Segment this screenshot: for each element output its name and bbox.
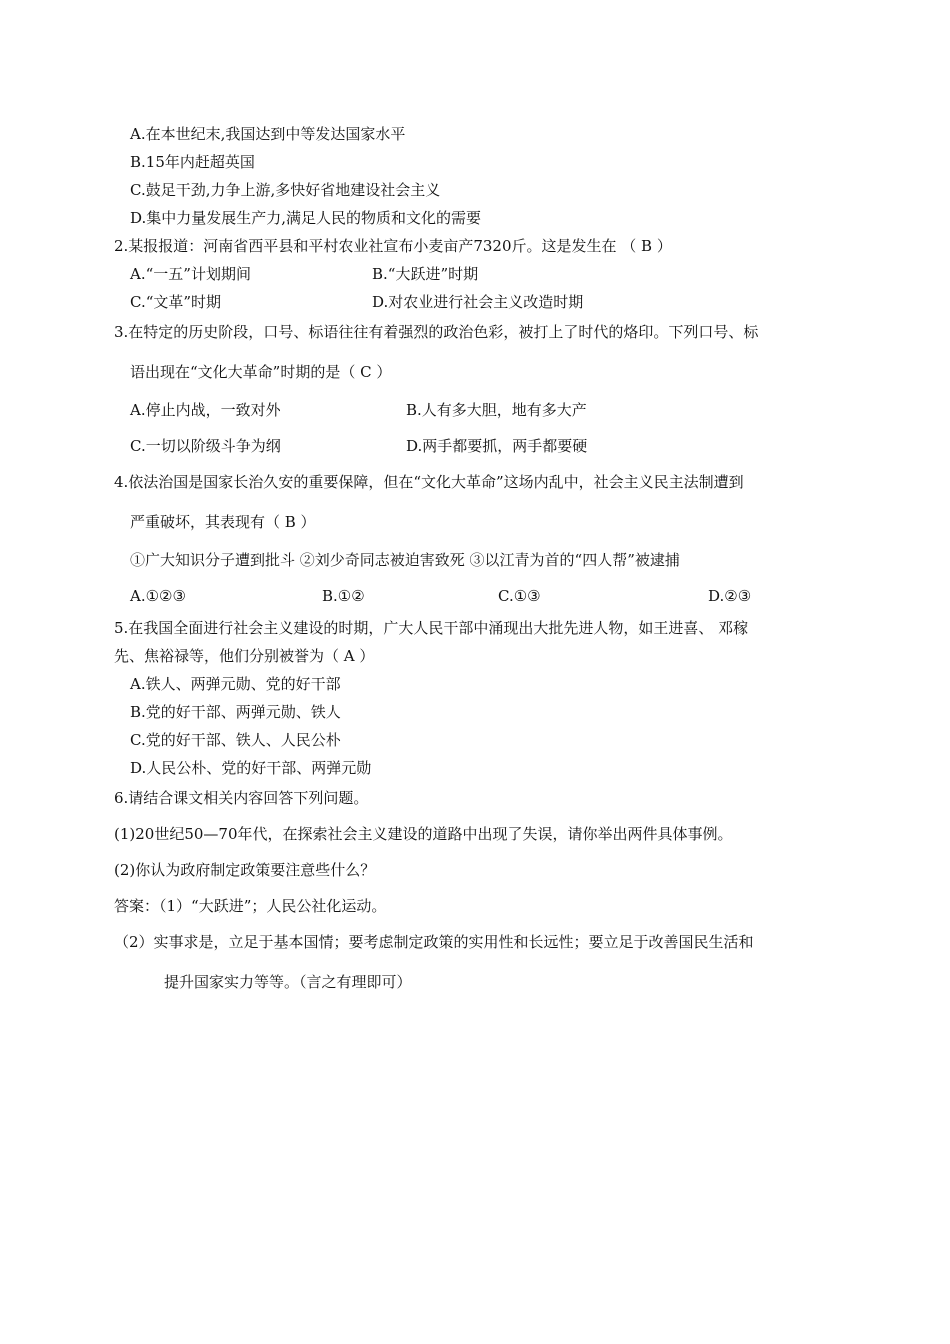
q4-items: ①广大知识分子遭到批斗 ②刘少奇同志被迫害致死 ③以江青为首的“四人帮”被逮捕 bbox=[130, 551, 680, 569]
q4-stem-line2: 严重破坏，其表现有（ B ） bbox=[130, 513, 316, 531]
q3-option-c: C.一切以阶级斗争为纲 bbox=[130, 437, 281, 455]
q5-option-a: A.铁人、两弹元勋、党的好干部 bbox=[130, 675, 341, 693]
q2-stem: 2.某报报道：河南省西平县和平村农业社宣布小麦亩产7320斤。这是发生在 （ B ） bbox=[114, 237, 672, 255]
q1-option-d: D.集中力量发展生产力,满足人民的物质和文化的需要 bbox=[130, 209, 482, 227]
q4-option-c: C.①③ bbox=[498, 587, 541, 605]
q3-stem-line2: 语出现在“文化大革命”时期的是（ C ） bbox=[130, 363, 392, 381]
q4-option-a: A.①②③ bbox=[130, 587, 186, 605]
q5-stem-line2: 先、焦裕禄等，他们分别被誉为（ A ） bbox=[114, 647, 375, 665]
q1-option-c: C.鼓足干劲,力争上游,多快好省地建设社会主义 bbox=[130, 181, 441, 199]
q1-option-a: A.在本世纪末,我国达到中等发达国家水平 bbox=[130, 125, 406, 143]
q3-option-b: B.人有多大胆，地有多大产 bbox=[406, 401, 587, 419]
q5-option-d: D.人民公朴、党的好干部、两弹元勋 bbox=[130, 759, 372, 777]
q3-option-a: A.停止内战，一致对外 bbox=[130, 401, 281, 419]
q3-option-d: D.两手都要抓，两手都要硬 bbox=[406, 437, 588, 455]
q5-stem-line1: 5.在我国全面进行社会主义建设的时期，广大人民干部中涌现出大批先进人物，如王进喜、 邓稼 bbox=[114, 619, 749, 637]
q4-stem-line1: 4.依法治国是国家长治久安的重要保障，但在“文化大革命”这场内乱中，社会主义民主法制遭到 bbox=[114, 473, 744, 491]
q6-sub1: (1)20世纪50—70年代，在探索社会主义建设的道路中出现了失误，请你举出两件具体事例。 bbox=[114, 825, 733, 843]
q2-option-c: C.“文革”时期 bbox=[130, 293, 222, 311]
q5-option-c: C.党的好干部、铁人、人民公朴 bbox=[130, 731, 341, 749]
q5-option-b: B.党的好干部、两弹元勋、铁人 bbox=[130, 703, 341, 721]
q2-option-a: A.“一五”计划期间 bbox=[130, 265, 251, 283]
q3-stem-line1: 3.在特定的历史阶段，口号、标语往往有着强烈的政治色彩，被打上了时代的烙印。下列口号、标 bbox=[114, 323, 759, 341]
q4-option-d: D.②③ bbox=[708, 587, 752, 605]
q6-answer2-line1: （2）实事求是，立足于基本国情；要考虑制定政策的实用性和长远性；要立足于改善国民生活和 bbox=[114, 933, 754, 951]
q6-stem: 6.请结合课文相关内容回答下列问题。 bbox=[114, 789, 369, 807]
q2-option-b: B.“大跃进”时期 bbox=[372, 265, 479, 283]
q4-option-b: B.①② bbox=[322, 587, 365, 605]
q2-option-d: D.对农业进行社会主义改造时期 bbox=[372, 293, 584, 311]
q6-answer1: 答案：（1）“大跃进”；人民公社化运动。 bbox=[114, 897, 387, 915]
q1-option-b: B.15年内赶超英国 bbox=[130, 153, 255, 171]
q6-sub2: (2)你认为政府制定政策要注意些什么？ bbox=[114, 861, 376, 879]
q6-answer2-line2: 提升国家实力等等。（言之有理即可） bbox=[164, 973, 412, 991]
